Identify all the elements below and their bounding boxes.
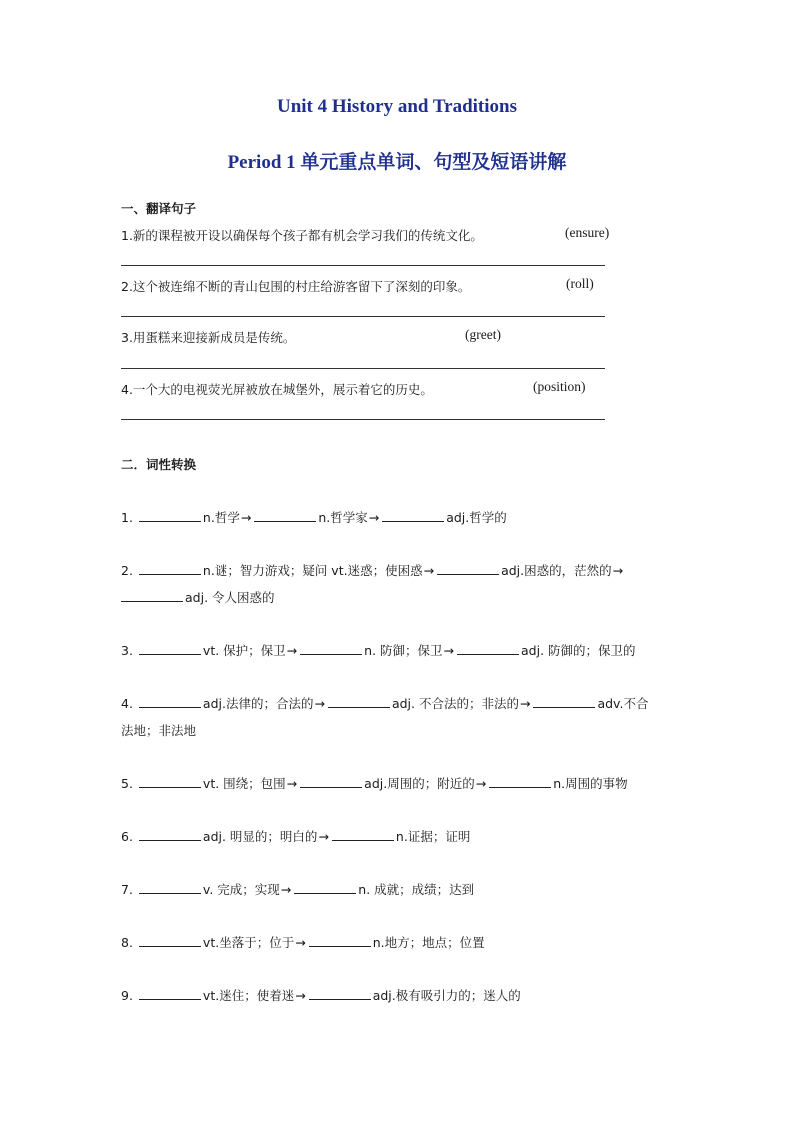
item-gloss: n.周围的事物 xyxy=(553,776,628,791)
arrow-icon: → xyxy=(286,643,298,658)
sentence-text: 1.新的课程被开设以确保每个孩子都有机会学习我们的传统文化。 xyxy=(121,228,483,243)
arrow-icon: → xyxy=(286,776,298,791)
item-gloss: adv.不合 xyxy=(597,696,649,711)
arrow-icon: → xyxy=(295,935,306,950)
sentence-text: 4.一个大的电视荧光屏被放在城堡外，展示着它的历史。 xyxy=(121,382,433,397)
item-gloss: v. 完成；实现 xyxy=(202,882,280,897)
item-gloss: adj.周围的；附近的 xyxy=(364,776,475,791)
item-number: 4. xyxy=(121,696,133,711)
blank[interactable] xyxy=(254,510,316,522)
answer-line[interactable] xyxy=(121,265,605,266)
arrow-icon: → xyxy=(240,510,252,525)
item-gloss: 法地；非法地 xyxy=(121,723,197,738)
blank[interactable] xyxy=(437,563,499,575)
section-heading-translate: 一、翻译句子 xyxy=(121,201,197,216)
blank[interactable] xyxy=(294,882,356,894)
blank[interactable] xyxy=(139,510,201,522)
item-gloss: adj. 不合法的；非法的 xyxy=(391,696,519,711)
blank[interactable] xyxy=(139,776,201,788)
item-gloss: n.地方；地点；位置 xyxy=(372,935,485,950)
item-number: 8. xyxy=(121,935,133,950)
sentence-hint: (position) xyxy=(533,379,586,394)
arrow-icon: → xyxy=(519,696,531,711)
arrow-icon: → xyxy=(443,643,455,658)
sentence-text: 2.这个被连绵不断的青山包围的村庄给游客留下了深刻的印象。 xyxy=(121,279,471,294)
item-gloss: adj.极有吸引力的；迷人的 xyxy=(372,988,521,1003)
wordform-item-4 xyxy=(121,694,648,712)
wordform-item-7 xyxy=(121,880,474,898)
blank[interactable] xyxy=(457,643,519,655)
wordform-item-5 xyxy=(121,774,628,792)
blank[interactable] xyxy=(139,696,201,708)
item-gloss: vt. 围绕；包围 xyxy=(202,776,286,791)
blank[interactable] xyxy=(332,829,394,841)
wordform-item-8 xyxy=(121,933,485,951)
wordform-item-4-cont xyxy=(121,721,196,739)
item-number: 5. xyxy=(121,776,133,791)
sentence-text: 3.用蛋糕来迎接新成员是传统。 xyxy=(121,330,296,345)
arrow-icon: → xyxy=(314,696,325,711)
item-gloss: adj. 令人困惑的 xyxy=(185,590,275,605)
item-number: 2. xyxy=(121,563,133,578)
sentence-2 xyxy=(121,276,594,295)
sentence-hint: (roll) xyxy=(566,276,594,291)
blank[interactable] xyxy=(300,776,362,788)
blank[interactable] xyxy=(121,590,183,602)
item-gloss: adj.困惑的，茫然的 xyxy=(501,563,612,578)
answer-line[interactable] xyxy=(121,419,605,420)
item-gloss: adj.法律的；合法的 xyxy=(202,696,314,711)
section-heading-wordforms: 二．词性转换 xyxy=(121,457,197,472)
item-number: 7. xyxy=(121,882,133,897)
item-gloss: adj. 明显的；明白的 xyxy=(202,829,318,844)
item-gloss: n. 防御；保卫 xyxy=(364,643,443,658)
blank[interactable] xyxy=(489,776,551,788)
arrow-icon: → xyxy=(318,829,329,844)
arrow-icon: → xyxy=(423,563,435,578)
item-gloss: n.谜；智力游戏；疑问 vt.迷惑；使困惑 xyxy=(202,563,423,578)
arrow-icon: → xyxy=(295,988,306,1003)
item-gloss: adj.哲学的 xyxy=(446,510,507,525)
blank[interactable] xyxy=(533,696,595,708)
blank[interactable] xyxy=(139,935,201,947)
arrow-icon: → xyxy=(612,563,624,578)
answer-line[interactable] xyxy=(121,368,605,369)
blank[interactable] xyxy=(309,935,371,947)
item-gloss: vt. 保护；保卫 xyxy=(202,643,286,658)
item-gloss: vt.迷住；使着迷 xyxy=(202,988,295,1003)
item-gloss: vt.坐落于；位于 xyxy=(202,935,295,950)
item-number: 3. xyxy=(121,643,133,658)
blank[interactable] xyxy=(139,643,201,655)
item-gloss: n.哲学 xyxy=(202,510,240,525)
sentence-4 xyxy=(121,379,586,398)
blank[interactable] xyxy=(382,510,444,522)
wordform-item-2-cont xyxy=(121,588,275,606)
sentence-hint: (ensure) xyxy=(565,225,610,240)
wordform-item-1 xyxy=(121,508,507,526)
blank[interactable] xyxy=(139,829,201,841)
wordform-item-6 xyxy=(121,827,470,845)
blank[interactable] xyxy=(328,696,390,708)
item-number: 6. xyxy=(121,829,133,844)
item-gloss: n. 成就；成绩；达到 xyxy=(358,882,475,897)
period-title: Period 1 单元重点单词、句型及短语讲解 xyxy=(227,152,567,173)
item-gloss: n.哲学家 xyxy=(318,510,368,525)
arrow-icon: → xyxy=(475,776,487,791)
wordform-item-3 xyxy=(121,641,636,659)
sentence-1 xyxy=(121,225,610,244)
wordform-item-9 xyxy=(121,986,521,1004)
unit-title: Unit 4 History and Traditions xyxy=(276,96,517,117)
blank[interactable] xyxy=(309,988,371,1000)
item-gloss: adj. 防御的；保卫的 xyxy=(521,643,636,658)
answer-line[interactable] xyxy=(121,316,605,317)
arrow-icon: → xyxy=(280,882,292,897)
blank[interactable] xyxy=(139,988,201,1000)
blank[interactable] xyxy=(139,882,201,894)
arrow-icon: → xyxy=(368,510,380,525)
wordform-item-2 xyxy=(121,561,624,579)
sentence-hint: (greet) xyxy=(465,327,501,342)
sentence-3 xyxy=(121,327,501,346)
item-number: 9. xyxy=(121,988,133,1003)
item-number: 1. xyxy=(121,510,133,525)
blank[interactable] xyxy=(139,563,201,575)
blank[interactable] xyxy=(300,643,362,655)
item-gloss: n.证据；证明 xyxy=(395,829,471,844)
